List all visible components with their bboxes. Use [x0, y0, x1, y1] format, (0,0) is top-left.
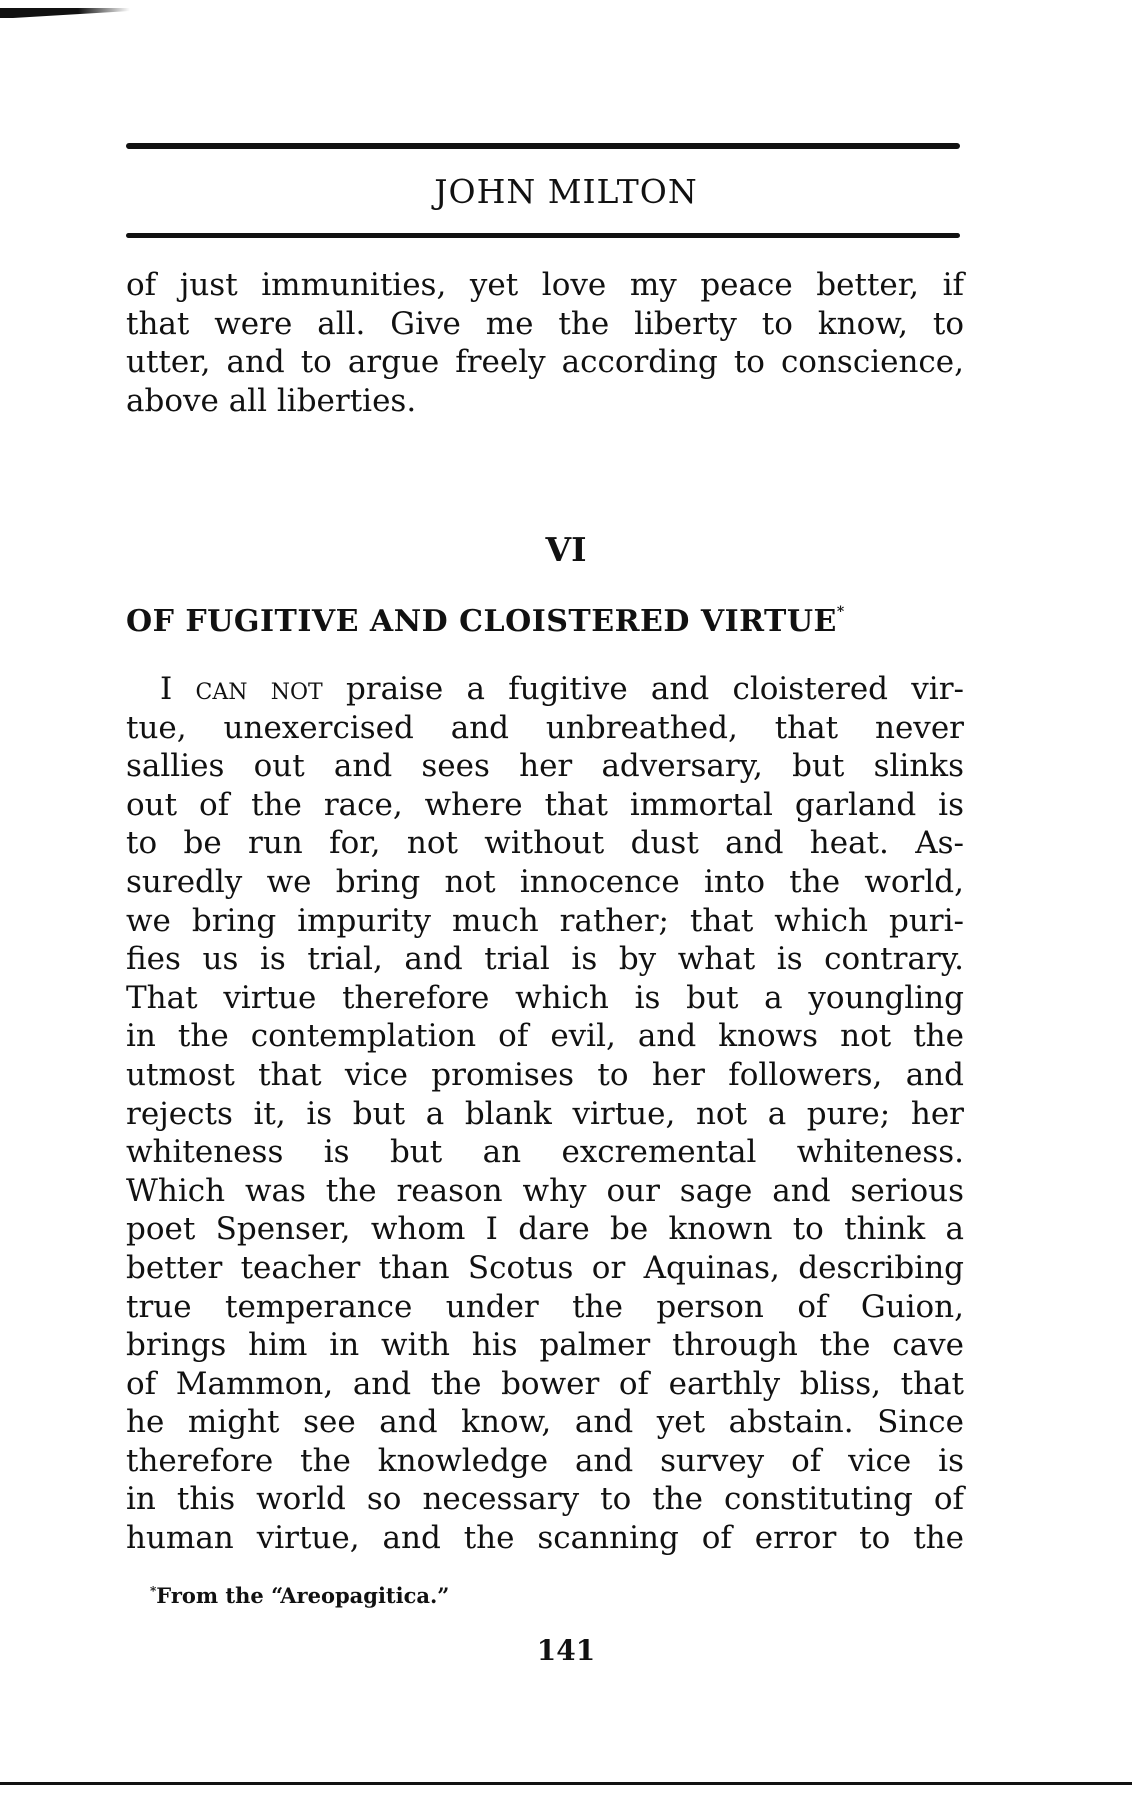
text-line: we bring impurity much rather; that which puri- — [126, 902, 964, 939]
text-line: of Mammon, and the bower of earthly bliss, that — [126, 1365, 964, 1402]
text-line: of just immunities, yet love my peace better, if — [126, 267, 964, 303]
scan-edge-mark — [0, 8, 130, 18]
footnote-marker: * — [836, 604, 845, 620]
continued-paragraph — [126, 266, 964, 420]
text-line: he might see and know, and yet abstain. Since — [126, 1404, 964, 1441]
text-line: that were all. Give me the liberty to know, to — [126, 305, 964, 342]
text-line — [126, 670, 964, 709]
text-line: That virtue therefore which is but a youngling — [126, 979, 964, 1016]
footnote-marker: * — [150, 1584, 157, 1598]
header-rule-top — [126, 143, 960, 149]
text-line: in this world so necessary to the constituting of — [126, 1481, 964, 1518]
text-line: in the contemplation of evil, and knows not the — [126, 1018, 964, 1055]
section-title — [126, 604, 964, 639]
footnote — [150, 1583, 449, 1608]
text-line: utter, and to argue freely according to conscience, — [126, 344, 964, 381]
text-line: to be run for, not without dust and heat. As- — [126, 825, 964, 862]
text-line: fies us is trial, and trial is by what is contrary. — [126, 941, 964, 978]
text-line: tue, unexercised and unbreathed, that never — [126, 709, 964, 746]
text-line-rest: praise a fugitive and cloistered vir- — [322, 671, 965, 707]
section-numeral: VI — [545, 530, 587, 569]
text-line: better teacher than Scotus or Aquinas, describing — [126, 1249, 964, 1286]
scan-bottom-edge — [0, 1782, 1132, 1785]
text-line: sallies out and sees her adversary, but slinks — [126, 748, 964, 785]
text-line: utmost that vice promises to her followers, and — [126, 1056, 964, 1093]
text-line: out of the race, where that immortal garland is — [126, 786, 964, 823]
text-line: Which was the reason why our sage and serious — [126, 1172, 964, 1209]
text-line: brings him in with his palmer through the cave — [126, 1327, 964, 1364]
running-head: JOHN MILTON — [434, 172, 698, 211]
text-line: poet Spenser, whom I dare be known to think a — [126, 1211, 964, 1248]
text-line: therefore the knowledge and survey of vice is — [126, 1442, 964, 1479]
page-number: 141 — [536, 1634, 596, 1667]
text-line: whiteness is but an excremental whiteness. — [126, 1134, 964, 1171]
body-paragraph — [126, 670, 964, 1558]
text-line: above all liberties. — [126, 382, 417, 419]
text-line: human virtue, and the scanning of error to the — [126, 1520, 964, 1557]
text-line: suredly we bring not innocence into the world, — [126, 863, 964, 900]
text-line: true temperance under the person of Guion, — [126, 1288, 964, 1325]
text-line: rejects it, is but a blank virtue, not a pure; her — [126, 1095, 964, 1132]
section-title-text: OF FUGITIVE AND CLOISTERED VIRTUE — [126, 604, 837, 639]
footnote-text: From the “Areopagitica.” — [156, 1583, 450, 1608]
header-rule-bottom — [126, 233, 960, 238]
opening-words: I can not — [160, 671, 323, 707]
